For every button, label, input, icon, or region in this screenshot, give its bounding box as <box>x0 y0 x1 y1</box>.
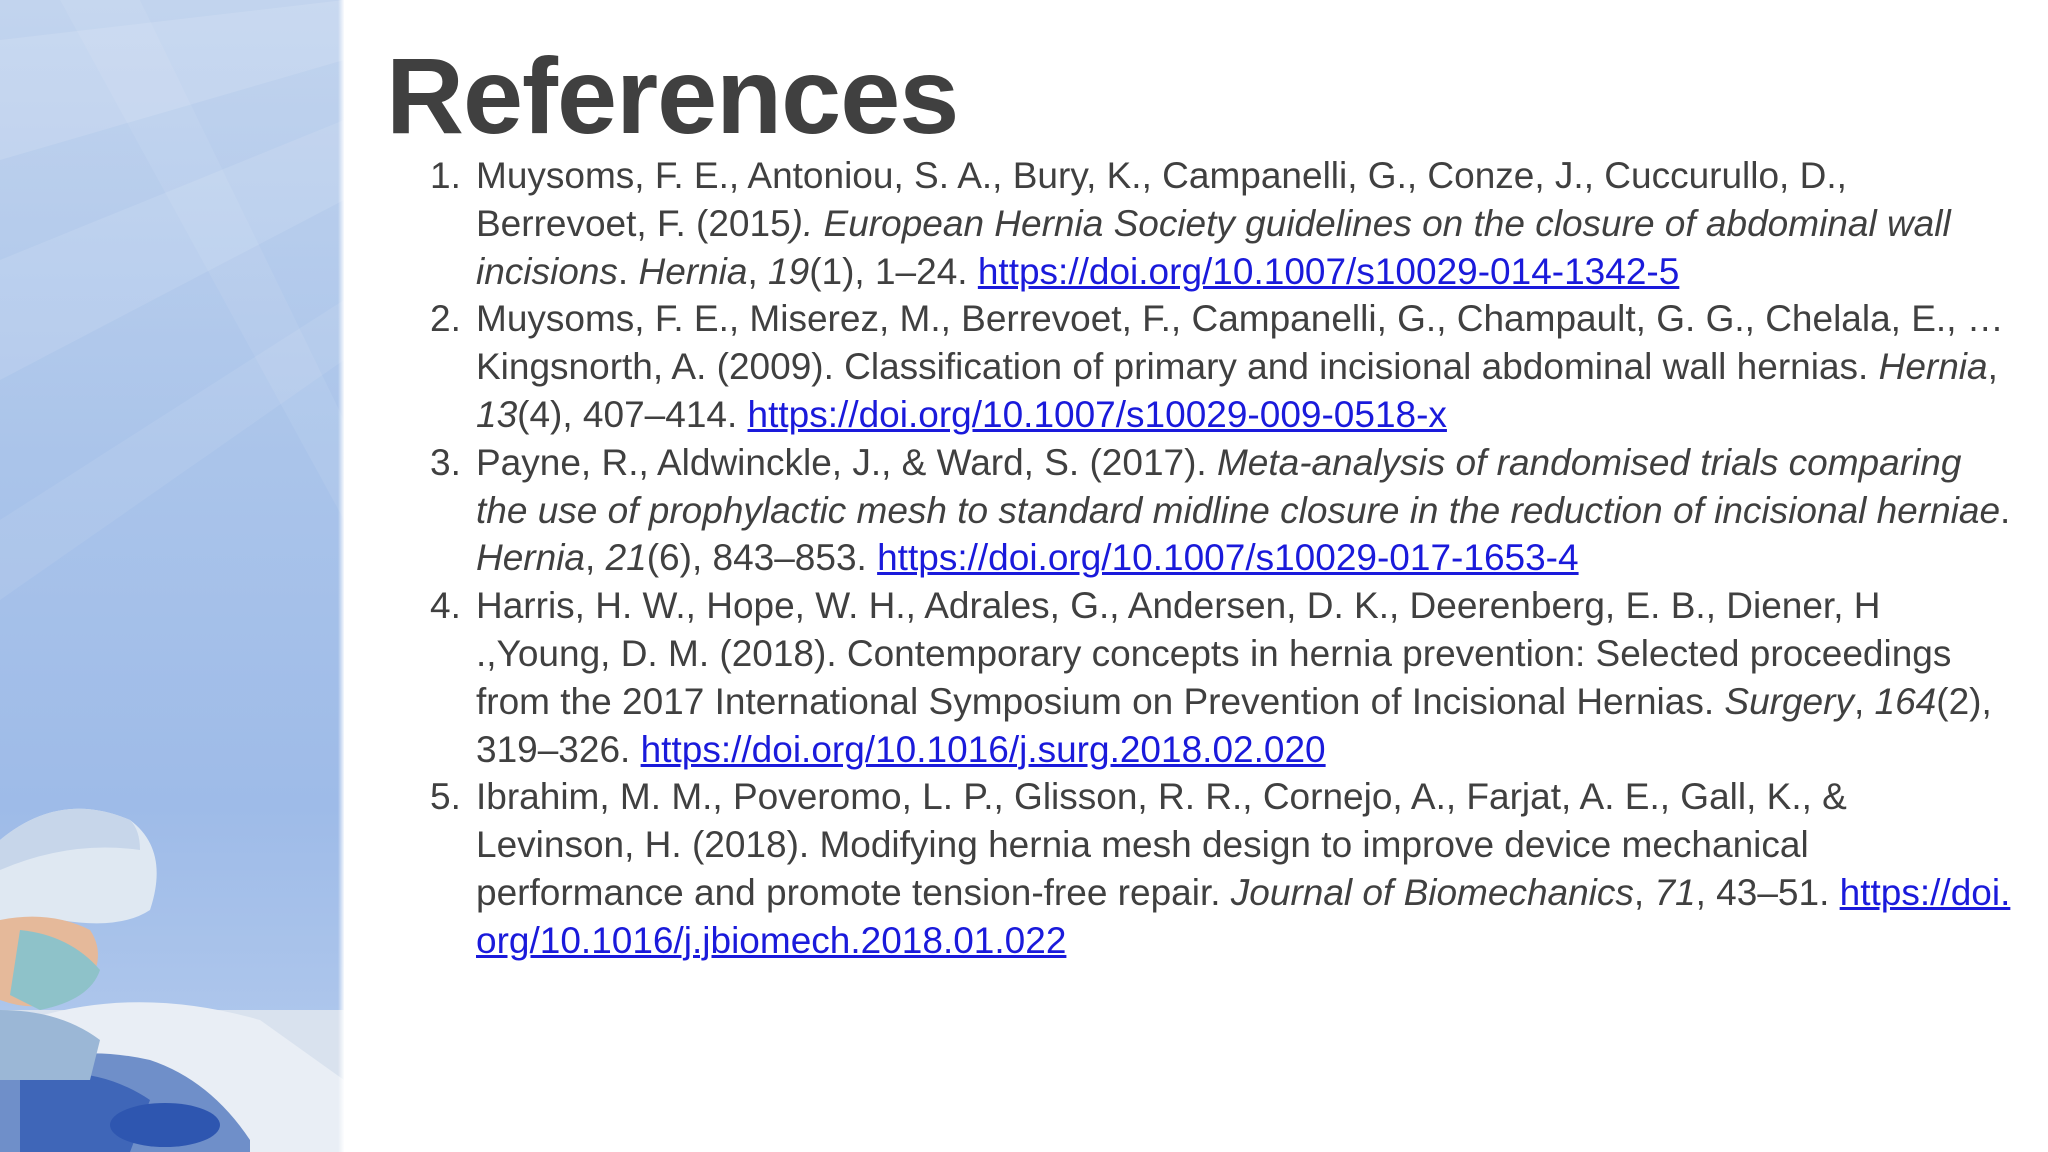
reference-volume: 164 <box>1874 680 1937 722</box>
reference-separator: , <box>1987 346 1998 388</box>
reference-item <box>430 773 2015 964</box>
doi-link[interactable]: https://doi.org/10.1016/j.jbiomech.2018.01.022 <box>476 871 2011 961</box>
reference-item <box>430 582 2015 773</box>
reference-separator: , <box>1853 680 1875 722</box>
reference-authors: Muysoms, F. E., Antoniou, S. A., Bury, K., Campanelli, G., Conze, J., Cuccurullo, D., Berrevoet, F. (2015 <box>476 155 1847 244</box>
reference-separator: . <box>617 250 639 292</box>
reference-authors: Payne, R., Aldwinckle, J., & Ward, S. (2017). <box>476 441 1217 483</box>
reference-authors: Ibrahim, M. M., Poveromo, L. P., Glisson, R. R., Cornejo, A., Farjat, A. E., Gall, K., & Levinson, H. (2018). Modifying hernia mesh design to improve device mechanical performance and promote tension-free repair. <box>476 776 1847 913</box>
reference-journal: Hernia <box>1878 346 1988 388</box>
reference-journal: Surgery <box>1724 680 1854 722</box>
reference-list <box>430 152 2015 965</box>
reference-pages: (1), 1–24. <box>809 250 978 292</box>
reference-number: 4. <box>430 585 461 627</box>
reference-item <box>430 152 2015 295</box>
reference-journal: Hernia <box>638 250 748 292</box>
reference-pages: (4), 407–414. <box>517 393 748 435</box>
reference-journal: Journal of Biomechanics <box>1230 871 1634 913</box>
side-decor-panel <box>0 0 344 1152</box>
reference-separator: . <box>2000 489 2011 531</box>
reference-number: 3. <box>430 441 461 483</box>
reference-item <box>430 295 2015 438</box>
doi-link[interactable]: https://doi.org/10.1007/s10029-009-0518-x <box>747 393 1447 435</box>
reference-number: 5. <box>430 776 461 818</box>
reference-volume: 71 <box>1654 871 1696 913</box>
reference-volume: 21 <box>605 537 647 579</box>
reference-volume: 13 <box>476 393 518 435</box>
reference-number: 2. <box>430 298 461 340</box>
reference-number: 1. <box>430 155 461 196</box>
reference-title: ). European Hernia Society guidelines on the closure of abdominal wall incisions <box>476 202 1951 292</box>
doi-link[interactable]: https://doi.org/10.1007/s10029-014-1342-5 <box>977 250 1680 292</box>
reference-pages: (6), 843–853. <box>646 537 878 579</box>
reference-separator: , <box>1633 871 1655 913</box>
slide-title: References <box>386 35 959 156</box>
reference-volume: 19 <box>768 250 810 292</box>
reference-journal: Hernia <box>476 537 585 579</box>
reference-item <box>430 439 2015 582</box>
doi-link[interactable]: https://doi.org/10.1007/s10029-017-1653-4 <box>877 537 1579 579</box>
reference-title: Meta-analysis of randomised trials comparing the use of prophylactic mesh to standard midline closure in the reduction of incisional herniae <box>476 441 2001 531</box>
reference-authors: Muysoms, F. E., Miserez, M., Berrevoet, F., Campanelli, G., Champault, G. G., Chelala, E., … Kingsnorth, A. (2009). Classification of primary and incisional abdominal wall hernias. <box>476 298 2004 388</box>
reference-pages: (2), 319–326. <box>476 680 1992 770</box>
surgeon-photo <box>0 780 344 1152</box>
reference-authors: Harris, H. W., Hope, W. H., Adrales, G., Andersen, D. K., Deerenberg, E. B., Diener, H .,Young, D. M. (2018). Contemporary concepts in hernia prevention: Selected proceedings from the 2017 International Symposium on Prevention of Incisional Hernias. <box>476 585 1952 722</box>
doi-link[interactable]: https://doi.org/10.1016/j.surg.2018.02.020 <box>640 728 1326 770</box>
reference-separator: , <box>747 250 769 292</box>
reference-separator: , <box>585 537 606 579</box>
reference-pages: , 43–51. <box>1695 871 1840 913</box>
